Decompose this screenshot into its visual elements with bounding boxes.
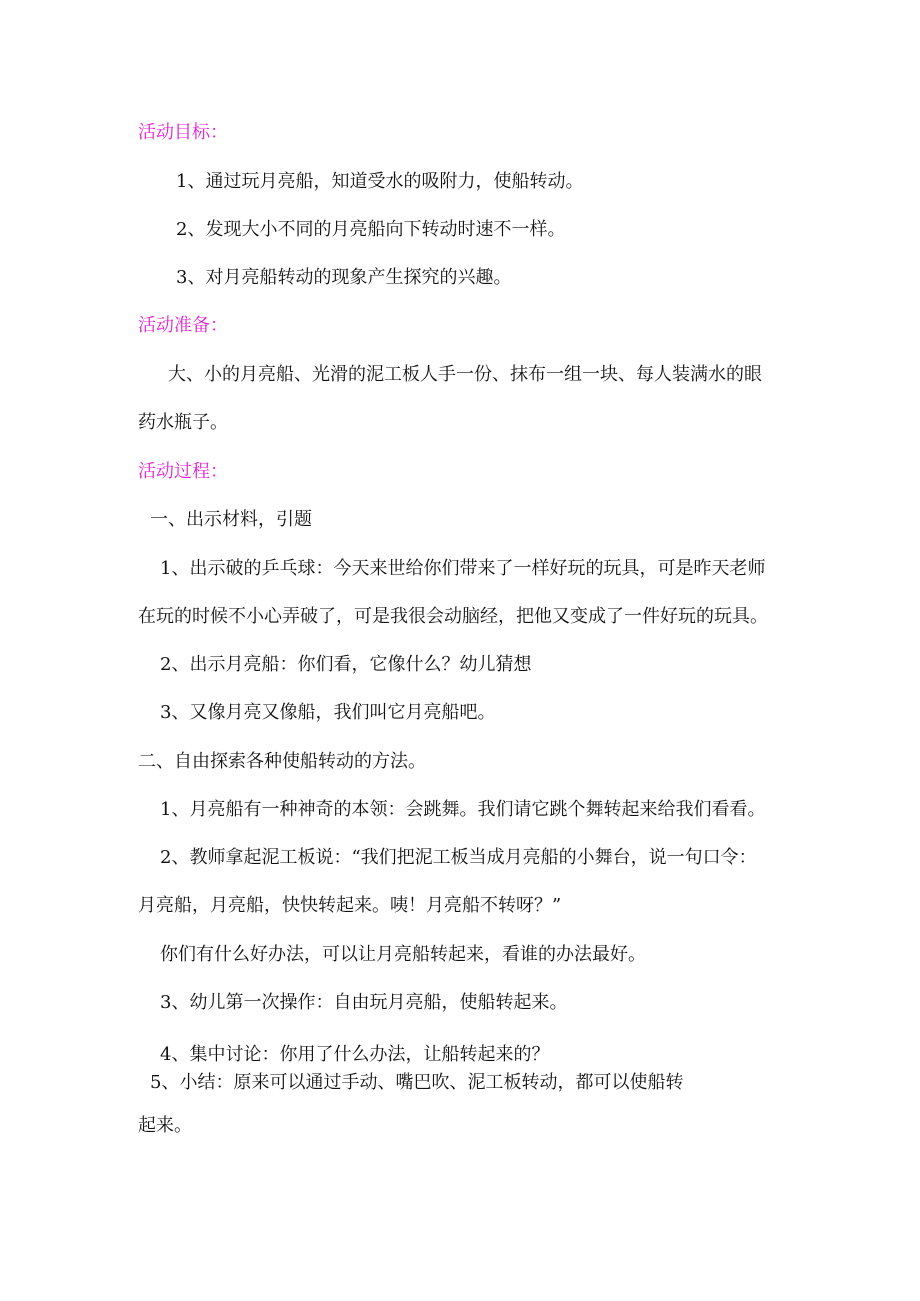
prep-heading: 活动准备： [138,315,228,336]
goals-heading: 活动目标： [138,122,228,143]
process-line-11: 3、幼儿第一次操作：自由玩月亮船，使船转起来。 [160,992,568,1013]
goal-item-2: 2、发现大小不同的月亮船向下转动时速不一样。 [176,219,566,240]
process-line-13: 5、小结：原来可以通过手动、嘴巴吹、泥工板转动，都可以使船转 [150,1072,684,1093]
process-line-7: 1、月亮船有一种神奇的本领：会跳舞。我们请它跳个舞转起来给我们看看。 [160,799,766,820]
prep-line-2: 药水瓶子。 [138,412,228,433]
process-line-3: 在玩的时候不小心弄破了，可是我很会动脑经，把他又变成了一件好玩的玩具。 [138,606,768,627]
prep-line-1: 大、小的月亮船、光滑的泥工板人手一份、抹布一组一块、每人装满水的眼 [168,364,762,385]
process-heading: 活动过程： [138,461,228,482]
process-line-5: 3、又像月亮又像船，我们叫它月亮船吧。 [160,702,496,723]
goal-item-1: 1、通过玩月亮船，知道受水的吸附力，使船转动。 [176,171,584,192]
goal-item-3: 3、对月亮船转动的现象产生探究的兴趣。 [176,267,512,288]
process-line-1: 一、出示材料，引题 [150,509,312,530]
process-line-10: 你们有什么好办法，可以让月亮船转起来，看谁的办法最好。 [160,944,646,965]
process-line-2: 1、出示破的乒乓球：今天来世给你们带来了一样好玩的玩具，可是昨天老师 [160,558,766,579]
process-line-4: 2、出示月亮船：你们看，它像什么？幼儿猜想 [160,654,532,675]
process-line-8: 2、教师拿起泥工板说：“我们把泥工板当成月亮船的小舞台，说一句口令： [160,847,757,868]
process-line-14: 起来。 [138,1115,192,1136]
process-line-6: 二、自由探索各种使船转动的方法。 [138,751,426,772]
process-line-12: 4、集中讨论：你用了什么办法，让船转起来的？ [160,1044,550,1065]
process-line-9: 月亮船，月亮船，快快转起来。咦！月亮船不转呀？” [138,895,562,916]
